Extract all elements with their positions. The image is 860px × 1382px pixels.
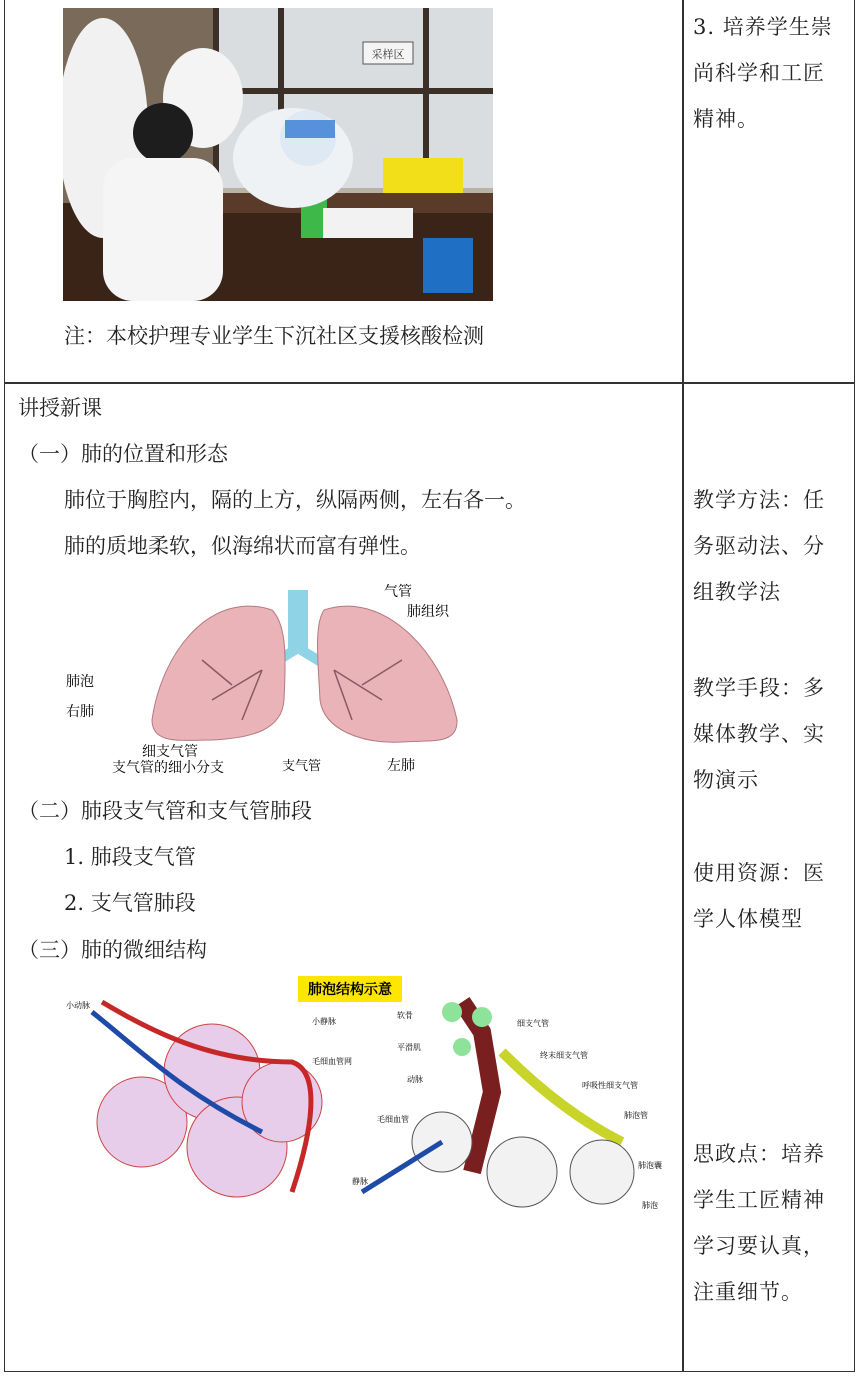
ideology-point (693, 1131, 843, 1315)
resources-line: 使用资源：医 (693, 861, 825, 885)
column-divider (682, 0, 684, 1372)
label-small-artery: 小动脉 (66, 1001, 90, 1010)
resources (693, 850, 843, 942)
label-trachea: 气管 (384, 584, 412, 600)
ideology-line: 思政点：培养 (693, 1142, 825, 1166)
label-bronchiole: 细支气管 (142, 744, 198, 760)
method-line: 务驱动法、分 (693, 534, 825, 558)
label-cartilage: 软骨 (397, 1011, 413, 1020)
label-capillary: 毛细血管 (377, 1115, 409, 1124)
nucleic-acid-test-photo (63, 8, 493, 301)
photo-caption: 注：本校护理专业学生下沉社区支援核酸检测 (64, 324, 484, 348)
label-vein: 静脉 (352, 1177, 368, 1186)
list-item-segment-bronchi: 1. 肺段支气管 (64, 845, 196, 869)
row-divider (4, 382, 855, 384)
label-respiratory-bronchiole: 呼吸性细支气管 (582, 1081, 638, 1090)
label-alveolar-duct: 肺泡管 (624, 1111, 648, 1120)
label-alveolus: 肺泡 (642, 1201, 658, 1210)
label-bronchus: 支气管 (282, 759, 322, 774)
teaching-method (693, 477, 843, 615)
alveoli-structure-diagram (62, 972, 676, 1232)
label-bronchiole: 细支气管 (517, 1019, 549, 1028)
paragraph-lung-texture: 肺的质地柔软，似海绵状而富有弹性。 (64, 534, 421, 558)
label-artery: 动脉 (407, 1075, 423, 1084)
ideology-line: 注重细节。 (693, 1280, 803, 1304)
list-item-bronchopulmonary-segment: 2. 支气管肺段 (64, 891, 196, 915)
section-title: 讲授新课 (18, 396, 102, 420)
paragraph-lung-position: 肺位于胸腔内，隔的上方，纵隔两侧，左右各一。 (64, 488, 526, 512)
ideology-line: 学习要认真， (693, 1234, 825, 1258)
alveoli-figure-title: 肺泡结构示意 (308, 982, 392, 998)
label-terminal-bronchiole: 终末细支气管 (540, 1051, 588, 1060)
sign-text: 采样区 (371, 48, 405, 61)
goal-line: 尚科学和工匠 (693, 61, 825, 85)
label-alveoli: 肺泡 (66, 674, 94, 690)
means-line: 媒体教学、实 (693, 722, 825, 746)
heading-micro-structure: （三）肺的微细结构 (18, 938, 207, 962)
ideology-line: 学生工匠精神 (693, 1188, 825, 1212)
method-line: 组教学法 (693, 580, 781, 604)
lung-diagram (62, 580, 482, 780)
label-bronchi-branches: 支气管的细小分支 (112, 760, 224, 776)
label-alveolar-sac: 肺泡囊 (638, 1161, 662, 1170)
heading-lung-position: （一）肺的位置和形态 (18, 442, 228, 466)
teaching-means (693, 665, 843, 803)
label-lung-tissue: 肺组织 (407, 604, 449, 620)
means-line: 教学手段：多 (693, 676, 825, 700)
label-small-vein: 小静脉 (312, 1017, 336, 1026)
goal-line: 精神。 (693, 107, 759, 131)
resources-line: 学人体模型 (693, 907, 803, 931)
goal-line: 3. 培养学生崇 (693, 15, 833, 39)
method-line: 教学方法：任 (693, 488, 825, 512)
teaching-goal (693, 4, 843, 142)
means-line: 物演示 (693, 768, 759, 792)
label-capillary-net: 毛细血管网 (312, 1057, 352, 1066)
label-smooth-muscle: 平滑肌 (397, 1043, 421, 1052)
label-right-lung: 右肺 (66, 704, 94, 720)
heading-lung-segments: （二）肺段支气管和支气管肺段 (18, 799, 312, 823)
label-left-lung: 左肺 (387, 758, 415, 774)
